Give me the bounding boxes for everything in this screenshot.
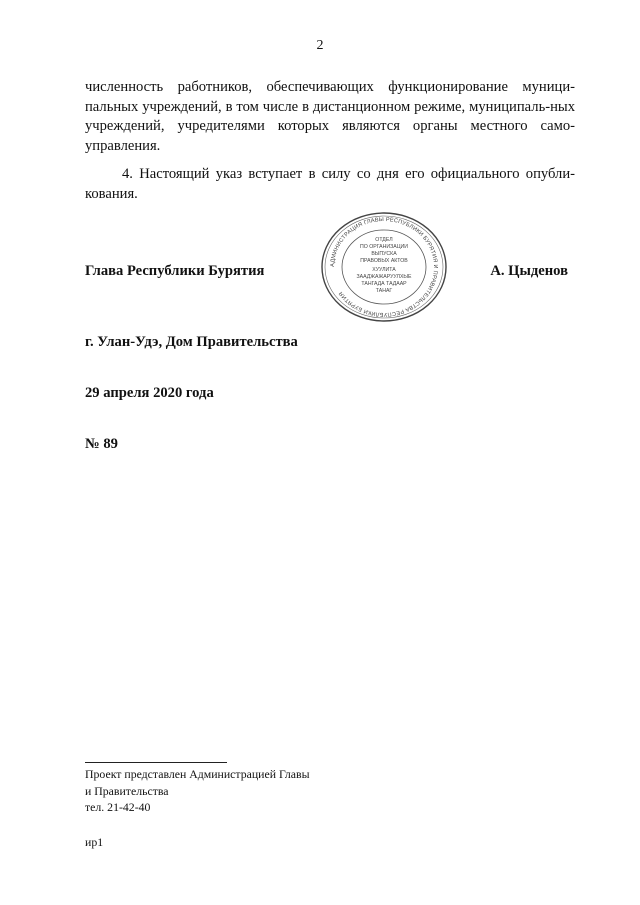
decree-date: 29 апреля 2020 года	[85, 385, 214, 401]
footnote-line: Проект представлен Администрацией Главы	[85, 767, 310, 781]
signer-title: Глава Республики Бурятия	[85, 263, 265, 279]
footnote-phone: тел. 21-42-40	[85, 800, 151, 814]
seal-line: ВЫПУСКА	[371, 251, 397, 257]
footnote	[85, 766, 310, 816]
official-seal-stamp	[314, 211, 454, 323]
seal-ring-text: АДМИНИСТРАЦИЯ ГЛАВЫ РЕСПУБЛИКИ БУРЯТИЯ И ПРАВИТЕЛЬСТВА РЕСПУБЛИКИ БУРЯТИЯ	[329, 216, 439, 318]
seal-line: ПРАВОВЫХ АКТОВ	[360, 258, 408, 264]
footnote-divider	[85, 762, 227, 763]
footnote-line: и Правительства	[85, 783, 169, 798]
seal-line: ПО ОРГАНИЗАЦИИ	[360, 244, 408, 250]
document-code: ир1	[85, 835, 104, 849]
signing-place: г. Улан-Удэ, Дом Правительства	[85, 334, 298, 350]
seal-line: ЗААДЖАЖАРУУЛХЫЕ	[356, 274, 412, 280]
signer-name: А. Цыденов	[490, 263, 568, 279]
seal-line: ТАНАГ	[375, 288, 393, 294]
body-paragraph-1: численность работников, обеспечивающих функционирование муници-пальных учреждений, в том числе в дистанционном режиме, муниципаль-ных учреждений, учредителями которых являются органы местного само-управления.	[85, 79, 575, 154]
seal-line: ХУУЛИТА	[372, 267, 396, 273]
seal-line: ОТДЕЛ	[375, 237, 393, 243]
decree-number: № 89	[85, 436, 118, 452]
page-number: 2	[316, 38, 324, 53]
body-paragraph-2: 4. Настоящий указ вступает в силу со дня его официального опубли-кования.	[85, 166, 575, 202]
seal-line: ТАНГАДА ТАДААР	[361, 281, 407, 287]
